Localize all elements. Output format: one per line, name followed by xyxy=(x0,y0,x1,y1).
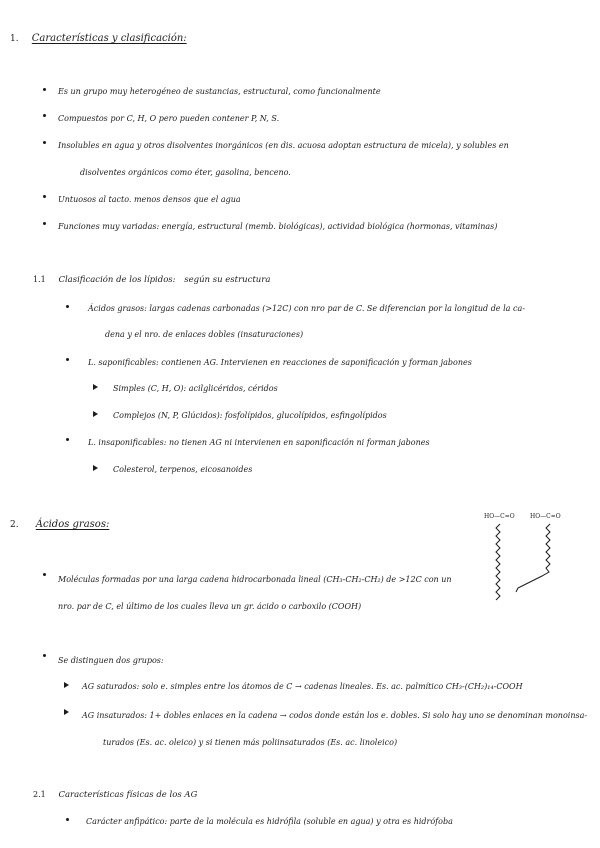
bullet-dot xyxy=(43,88,46,91)
section-2-1-bullet: Carácter anfipático: parte de la molécula es hidrófila (soluble en agua) y otra es hidrófoba xyxy=(86,817,453,826)
complejos-item: Complejos (N, P, Glúcidos): fosfolípidos, glucolípidos, esfingolípidos xyxy=(113,411,387,420)
section-1-1-heading xyxy=(33,276,270,285)
bullet-dot xyxy=(66,358,69,361)
section-1-bullet-4: Untuosos al tacto. menos densos que el agua xyxy=(58,195,241,204)
arrow-bullet-icon xyxy=(93,465,98,471)
insaponificables-label: L. insaponificables: xyxy=(88,438,167,447)
section-2-number: 2. xyxy=(10,520,19,530)
section-1-1-title: Clasificación de los lípidos: xyxy=(58,275,176,285)
unsaturated-item: AG insaturados: 1+ dobles enlaces en la cadena → codos donde están los e. dobles. Si solo hay uno se denominan monoinsa- xyxy=(82,711,588,720)
saturated-chain-icon xyxy=(496,524,500,600)
bullet-dot xyxy=(66,818,69,821)
unsaturated-molecule-label: HO—C=O xyxy=(530,513,561,520)
acidos-grasos-label: Ácidos grasos: xyxy=(88,304,147,313)
section-2-1-heading xyxy=(33,791,197,800)
section-1-number: 1. xyxy=(10,34,19,44)
bullet-dot xyxy=(43,195,46,198)
arrow-bullet-icon xyxy=(64,709,69,715)
arrow-bullet-icon xyxy=(93,411,98,417)
bullet-dot xyxy=(66,305,69,308)
section-2-paragraph-1: Moléculas formadas por una larga cadena hidrocarbonada lineal (CH₃-CH₂-CH₂) de >12C con un xyxy=(58,575,452,584)
acidos-grasos-text: largas cadenas carbonadas (>12C) con nro par de C. Se diferencian por la longitud de la ca- xyxy=(149,304,525,313)
bullet-dot xyxy=(43,573,46,576)
saturated-item: AG saturados: solo e. simples entre los átomos de C → cadenas lineales. Es. ac. palmítico CH₃-(CH₂)₁₄-COOH xyxy=(82,682,523,691)
section-1-1-number: 1.1 xyxy=(33,275,46,284)
section-2-1-title: Características físicas de los AG xyxy=(58,790,198,800)
bullet-dot xyxy=(43,141,46,144)
unsaturated-item-cont: turados (Es. ac. oleico) y si tienen más poliinsaturados (Es. ac. linoleico) xyxy=(103,738,398,747)
section-2-title: Ácidos grasos: xyxy=(35,519,110,530)
section-2-paragraph-1-cont: nro. par de C, el último de los cuales lleva un gr. ácido o carboxilo (COOH) xyxy=(58,602,362,611)
simples-item: Simples (C, H, O): acilglicéridos, céridos xyxy=(113,384,278,393)
fatty-acid-chains-icon xyxy=(480,522,580,604)
section-1-bullet-1: Es un grupo muy heterogéneo de sustancias, estructural, como funcionalmente xyxy=(58,87,381,96)
section-2-1-number: 2.1 xyxy=(33,790,46,799)
section-2-paragraph-2: Se distinguen dos grupos: xyxy=(58,656,164,665)
arrow-bullet-icon xyxy=(93,384,98,390)
acidos-grasos-cont: dena y el nro. de enlaces dobles (insaturaciones) xyxy=(105,330,304,339)
saponificables-label: L. saponificables: xyxy=(88,358,159,367)
insaponificables-sub: Colesterol, terpenos, eicosanoides xyxy=(113,465,253,474)
bullet-dot xyxy=(43,222,46,225)
bullet-dot xyxy=(43,114,46,117)
saponificables-text: contienen AG. Intervienen en reacciones de saponificación y forman jabones xyxy=(161,358,472,367)
unsaturated-chain-icon xyxy=(516,524,550,592)
section-1-bullet-3: Insolubles en agua y otros disolventes inorgánicos (en dis. acuosa adoptan estructura de micela), y solubles en xyxy=(58,141,509,150)
bullet-dot xyxy=(66,438,69,441)
section-2-heading xyxy=(10,520,109,530)
section-1-bullet-2: Compuestos por C, H, O pero pueden contener P, N, S. xyxy=(58,114,280,123)
section-1-heading xyxy=(10,34,187,44)
saturated-molecule-label: HO—C=O xyxy=(484,513,515,520)
bullet-dot xyxy=(43,654,46,657)
section-1-1-subtitle: según su estructura xyxy=(184,275,271,285)
insaponificables-item xyxy=(88,439,430,447)
insaponificables-text: no tienen AG ni intervienen en saponificación ni forman jabones xyxy=(168,438,430,447)
acidos-grasos-item xyxy=(88,305,525,313)
section-1-bullet-5: Funciones muy variadas: energía, estructural (memb. biológicas), actividad biológica (hormonas, vitaminas) xyxy=(58,222,498,231)
arrow-bullet-icon xyxy=(64,682,69,688)
section-1-bullet-3-cont: disolventes orgánicos como éter, gasolina, benceno. xyxy=(80,168,291,177)
saponificables-item xyxy=(88,359,472,367)
section-1-title: Características y clasificación: xyxy=(31,33,187,44)
